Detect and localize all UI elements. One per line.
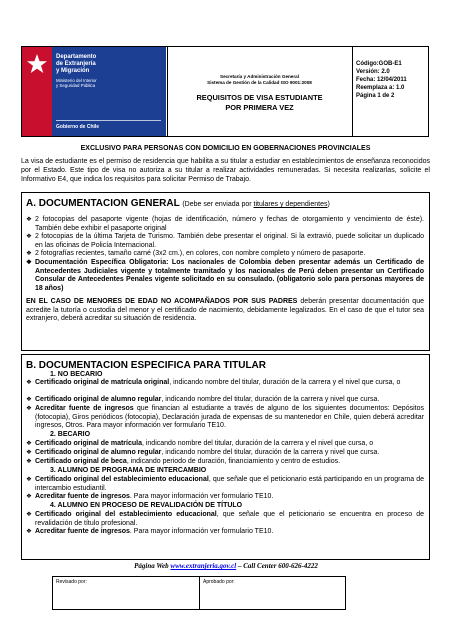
logo-bottom-text: Gobierno de Chile [56, 124, 100, 130]
list-item-bold: Acreditar fuente de ingresos [35, 405, 134, 412]
list-item-bold: Certificado original de matrícula original [35, 379, 170, 386]
list-item-text: 2 fotocopias del pasaporte vigente (hojas de identificación, número y fechas de otorgamiento y vencimiento de éste). También debe exhibir el pasaporte original [35, 216, 424, 232]
list-item-bold: Certificado original de matrícula [35, 440, 142, 447]
minors-note-heading: EN EL CASO DE MENORES DE EDAD NO ACOMPAÑADOS POR SUS PADRES [26, 298, 298, 305]
diamond-bullet-icon: ❖ [26, 259, 32, 266]
meta-replaces: Reemplaza a: 1.0 [356, 85, 405, 91]
subsection-becario: 2. BECARIO [50, 431, 91, 438]
diamond-bullet-icon: ❖ [26, 493, 32, 500]
list-item [26, 440, 424, 449]
logo-divider [56, 120, 161, 121]
list-item [26, 396, 424, 405]
diamond-bullet-icon: ❖ [26, 511, 32, 518]
list-item [26, 216, 424, 233]
logo-line-2: de Extranjería [56, 61, 96, 67]
list-item [26, 250, 424, 259]
list-item [26, 511, 424, 528]
logo-ministry-2: y Seguridad Pública [56, 83, 96, 88]
list-item [26, 379, 424, 388]
meta-page: Página 1 de 2 [356, 93, 395, 99]
page-title-line-2: POR PRIMERA VEZ [225, 103, 294, 112]
list-item-text: que financian al estudiante a través de alguno de los siguientes documentos: Depósitos (fotocopia), Giros periódicos (fotocopia), Declaración jurada de expensas de su mantenedor en Chile, quien deberá acreditar ingresos, Otros. Para mayor información ver formulario TE10. [35, 405, 424, 429]
list-item-text: . Para mayor información ver formulario TE10. [129, 493, 274, 500]
header-meta-cell [352, 47, 429, 136]
footer-call-center: – Call Center 600-626-4222 [236, 562, 318, 570]
list-item [26, 405, 424, 431]
diamond-bullet-icon: ❖ [26, 440, 32, 447]
logo-ministry-1: Ministerio del Interior [56, 78, 97, 83]
list-item [26, 476, 424, 493]
diamond-bullet-icon: ❖ [26, 396, 32, 403]
document-header [21, 46, 429, 137]
section-a-title [26, 198, 330, 211]
list-item-text: , indicando periodo de duración, financiamiento y centro de estudios. [126, 458, 341, 465]
list-item [26, 458, 424, 467]
diamond-bullet-icon: ❖ [26, 458, 32, 465]
list-item-text: . Para mayor información ver formulario TE10. [129, 528, 274, 535]
list-item-text: , indicando nombre del titular, duración de la carrera y nivel que cursa. [161, 449, 380, 456]
diamond-bullet-icon: ❖ [26, 216, 32, 223]
diamond-bullet-icon: ❖ [26, 528, 32, 535]
list-item [26, 233, 424, 250]
website-link[interactable]: www.extranjeria.gov.cl [170, 562, 237, 570]
page-title [167, 93, 352, 113]
list-item-bold: Acreditar fuente de ingresos [35, 528, 130, 535]
diamond-bullet-icon: ❖ [26, 449, 32, 456]
list-item-text: Documentación Específica Obligatoria: Los nacionales de Colombia deben presentar además un Certificado de Antecedentes Judiciales vigente y totalmente tramitado y los nacionales de Perú deben presentar un Certificado Consular de Antecedentes Penales vigente solicitado en su consulado. (obligatorio solo para personas mayores de 18 años) [35, 259, 424, 292]
list-item-text: 2 fotocopias de la última Tarjeta de Turismo. También debe presentar el original. Si la extravió, puede solicitar un duplicado en las oficinas de Policía Internacional. [35, 233, 424, 249]
section-b-title: B. DOCUMENTACION ESPECIFICA PARA TITULAR [26, 360, 266, 371]
intro-heading: EXCLUSIVO PARA PERSONAS CON DOMICILIO EN GOBERNACIONES PROVINCIALES [80, 145, 371, 152]
section-a [21, 192, 430, 351]
section-a-subtitle [182, 201, 330, 208]
logo-line-3: y Migración [56, 68, 90, 74]
list-item-text: 2 fotografías recientes, tamaño carné (3x2 cm.), en colores, con nombre completo y número de pasaporte. [35, 250, 366, 257]
diamond-bullet-icon: ❖ [26, 405, 32, 412]
list-item-text: , que señale que el peticionario se encuentra en proceso de revalidación de título profesional. [35, 511, 424, 527]
subsection-no-becario: 1. NO BECARIO [50, 371, 103, 378]
section-a-subtitle-post: ) [327, 201, 330, 208]
chile-star-icon [26, 53, 48, 75]
list-item-bold: Certificado original del establecimiento educacional [35, 476, 209, 483]
logo-line-1: Departamento [56, 54, 97, 60]
logo [22, 47, 168, 136]
list-item [26, 449, 424, 458]
list-item-text: , indicando nombre del titular, duración de la carrera y el nivel que cursa, o [141, 440, 374, 447]
list-item-bold: Certificado original del establecimiento educacional [35, 511, 217, 518]
intro-paragraph: La visa de estudiante es el permiso de residencia que habilita a su titular a estudiar en establecimientos de enseñanza reconocidos por el Estado. Este tipo de visa no autoriza a su titular a realizar actividades remuneradas. Si necesita realizarlas, solicite el Informativo E4, que indica los requisitos para solicitar Permiso de Trabajo. [21, 158, 430, 183]
list-item-text: , que señale que el peticionario está participando en un programa de intercambio estudiantil. [35, 476, 424, 492]
list-item-bold: Certificado original de alumno regular [35, 396, 162, 403]
page-title-line-1: REQUISITOS DE VISA ESTUDIANTE [196, 93, 323, 102]
diamond-bullet-icon: ❖ [26, 250, 32, 257]
list-item-bold: Acreditar fuente de ingresos [35, 493, 130, 500]
meta-code: Código:GOB-E1 [356, 61, 402, 67]
list-item [26, 493, 424, 502]
signature-box [52, 576, 346, 610]
header-subtitle-2: Sistema de Gestión de la Calidad ISO 9001:2008 [207, 80, 312, 85]
diamond-bullet-icon: ❖ [26, 233, 32, 240]
list-item-bold: Certificado original de beca [35, 458, 127, 465]
header-subtitle-1: Secretaría y Administración General [220, 74, 299, 79]
subsection-revalidacion: 4. ALUMNO EN PROCESO DE REVALIDACIÓN DE TÍTULO [50, 502, 243, 509]
minors-note-text: deberán presentar documentación que acredite la tutoría o custodia del menor y el certificado de nacimiento, debidamente legalizados. En el caso de que el tutor sea extranjero, deberá acreditar su situación de residencia. [26, 298, 424, 322]
footer-web-label: Página Web [134, 562, 171, 570]
reviewed-by-field: Revisado por: [53, 577, 200, 609]
subsection-intercambio: 3. ALUMNO DE PROGRAMA DE INTERCAMBIO [50, 467, 207, 474]
diamond-bullet-icon: ❖ [26, 379, 32, 386]
list-item-text: , indicando nombre del titular, duración de la carrera y el nivel que cursa, o [169, 379, 401, 386]
section-b [21, 354, 430, 560]
section-a-heading: A. DOCUMENTACION GENERAL [26, 198, 180, 209]
meta-version: Versión: 2.0 [356, 69, 390, 75]
diamond-bullet-icon: ❖ [26, 476, 32, 483]
list-item [26, 259, 424, 293]
meta-date: Fecha: 12/04/2011 [356, 77, 407, 83]
minors-note [26, 298, 424, 324]
section-a-subtitle-underlined: titulares y dependientes [253, 201, 328, 208]
approved-by-field: Aprobado por: [203, 579, 235, 585]
list-item-text: , indicando nombre del titular, duración de la carrera y nivel que cursa. [161, 396, 380, 403]
section-a-subtitle-pre: (Debe ser enviada por [182, 201, 254, 208]
footer-contact [0, 562, 452, 570]
list-item [26, 528, 424, 537]
header-title-cell [167, 47, 353, 136]
list-item-bold: Certificado original de alumno regular [35, 449, 162, 456]
